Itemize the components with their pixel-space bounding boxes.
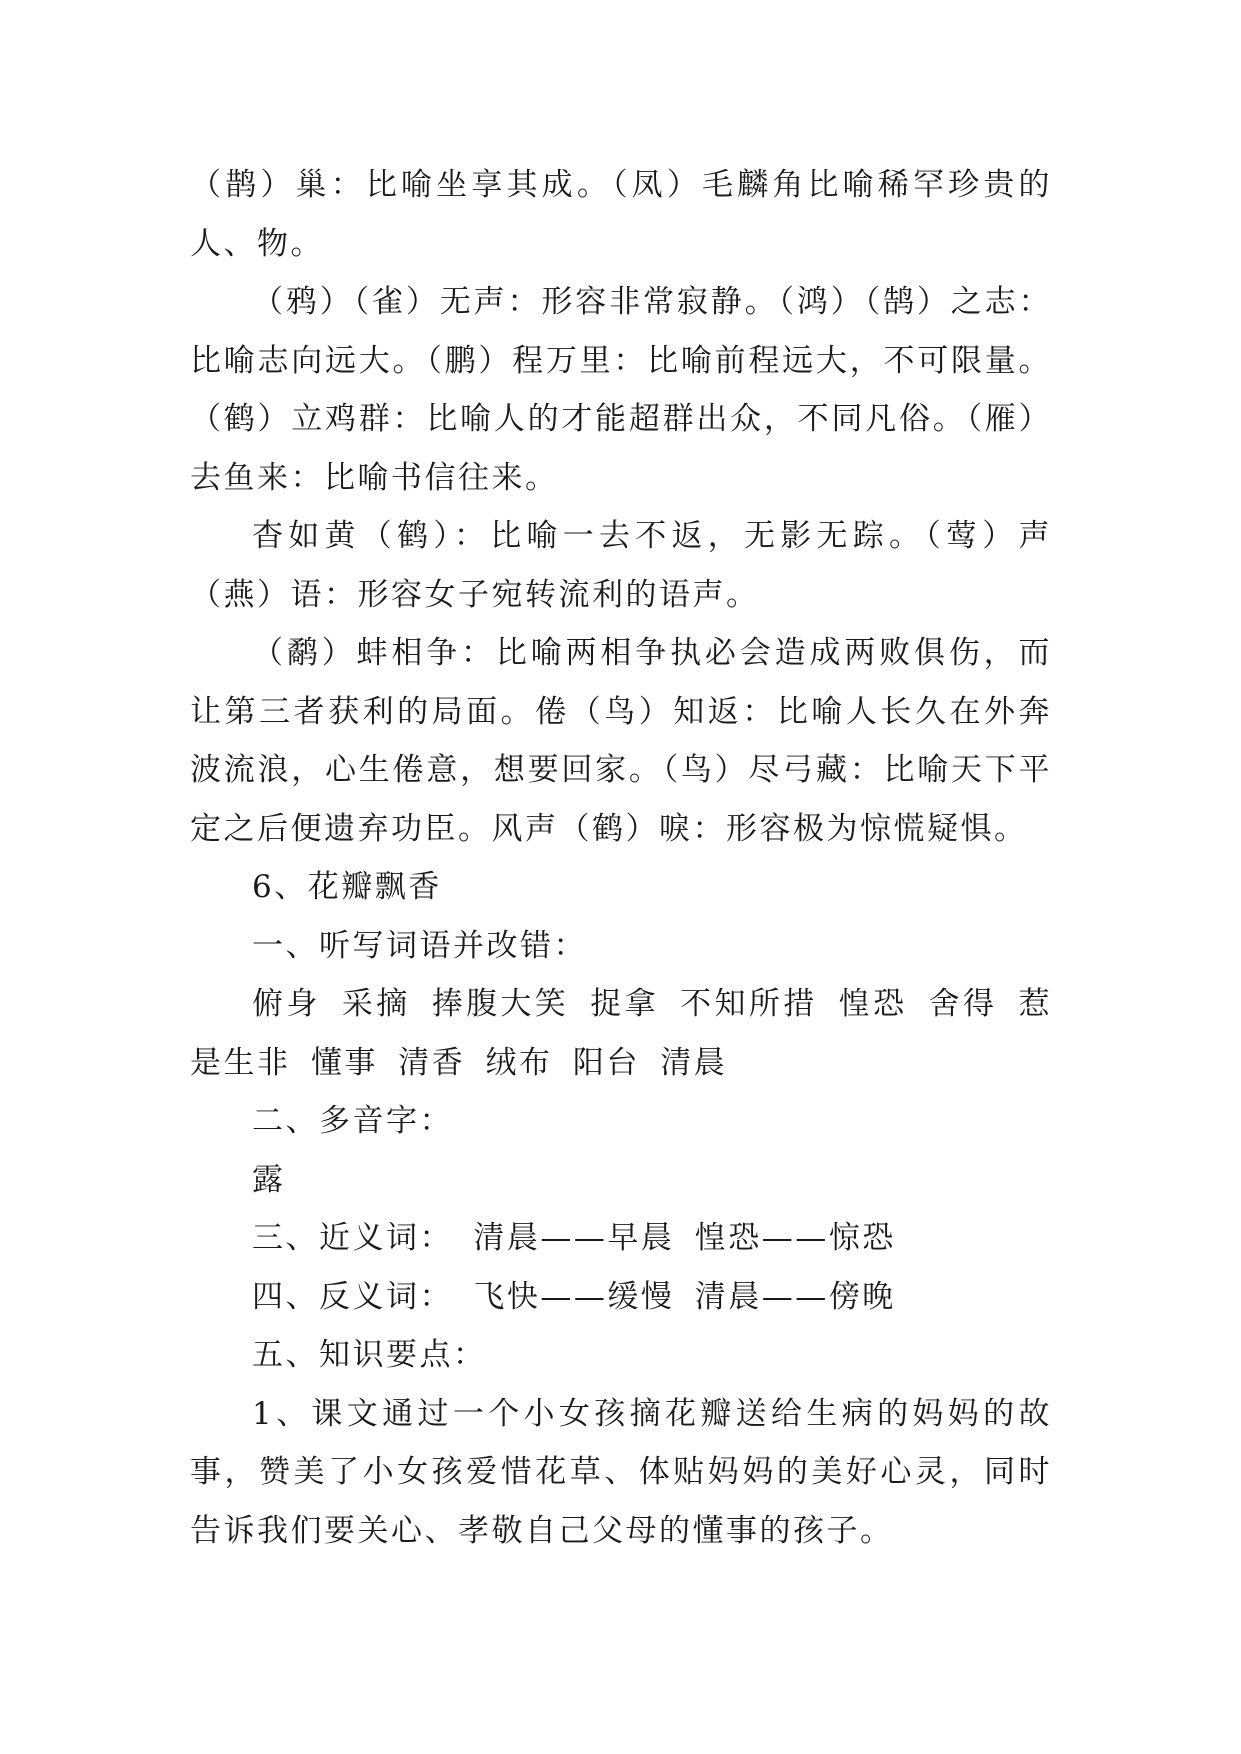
synonyms-line: 三、近义词： 清晨——早晨 惶恐——惊恐: [252, 1220, 896, 1256]
paragraph-birds-idioms-2: （鸦）（雀）无声：形容非常寂静。（鸿）（鹄）之志：比喻志向远大。（鹏）程万里：比喻前程远大，不可限量。（鹤）立鸡群：比喻人的才能超群出众，不同凡俗。（雁）去鱼来：比喻书信往来。: [190, 284, 1052, 496]
document-page: [190, 156, 1052, 1616]
antonyms-line: 四、反义词： 飞快——缓慢 清晨——傍晚: [252, 1278, 896, 1315]
section-heading-key-points: 五、知识要点：: [252, 1337, 487, 1373]
key-point-1: 1、课文通过一个小女孩摘花瓣送给生病的妈妈的故事，赞美了小女孩爱惜花草、体贴妈妈的美好心灵，同时告诉我们要关心、孝敬自己父母的懂事的孩子。: [190, 1395, 1052, 1549]
paragraph-birds-idioms-4: （鹬）蚌相争：比喻两相争执必会造成两败俱伤，而让第三者获利的局面。倦（鸟）知返：比喻人长久在外奔波流浪，心生倦意，想要回家。（鸟）尽弓藏：比喻天下平定之后便遗弃功臣。风声（鹤）唳：形容极为惊慌疑惧。: [190, 635, 1052, 847]
polyphone-character: 露: [252, 1161, 286, 1198]
paragraph-birds-idioms-3: 杳如黄（鹤）：比喻一去不返，无影无踪。（莺）声（燕）语：形容女子宛转流利的语声。: [190, 518, 1052, 613]
lesson-title: 6、花瓣飘香: [252, 869, 442, 905]
paragraph-birds-idioms-1: （鹊）巢：比喻坐享其成。（凤）毛麟角比喻稀罕珍贵的人、物。: [190, 167, 1052, 262]
dictation-word-list: 俯身 采摘 捧腹大笑 捉拿 不知所措 惶恐 舍得 惹是生非 懂事 清香 绒布 阳台 清晨: [190, 986, 1052, 1081]
section-heading-polyphones: 二、多音字：: [252, 1103, 453, 1139]
section-heading-dictation: 一、听写词语并改错：: [252, 927, 587, 964]
